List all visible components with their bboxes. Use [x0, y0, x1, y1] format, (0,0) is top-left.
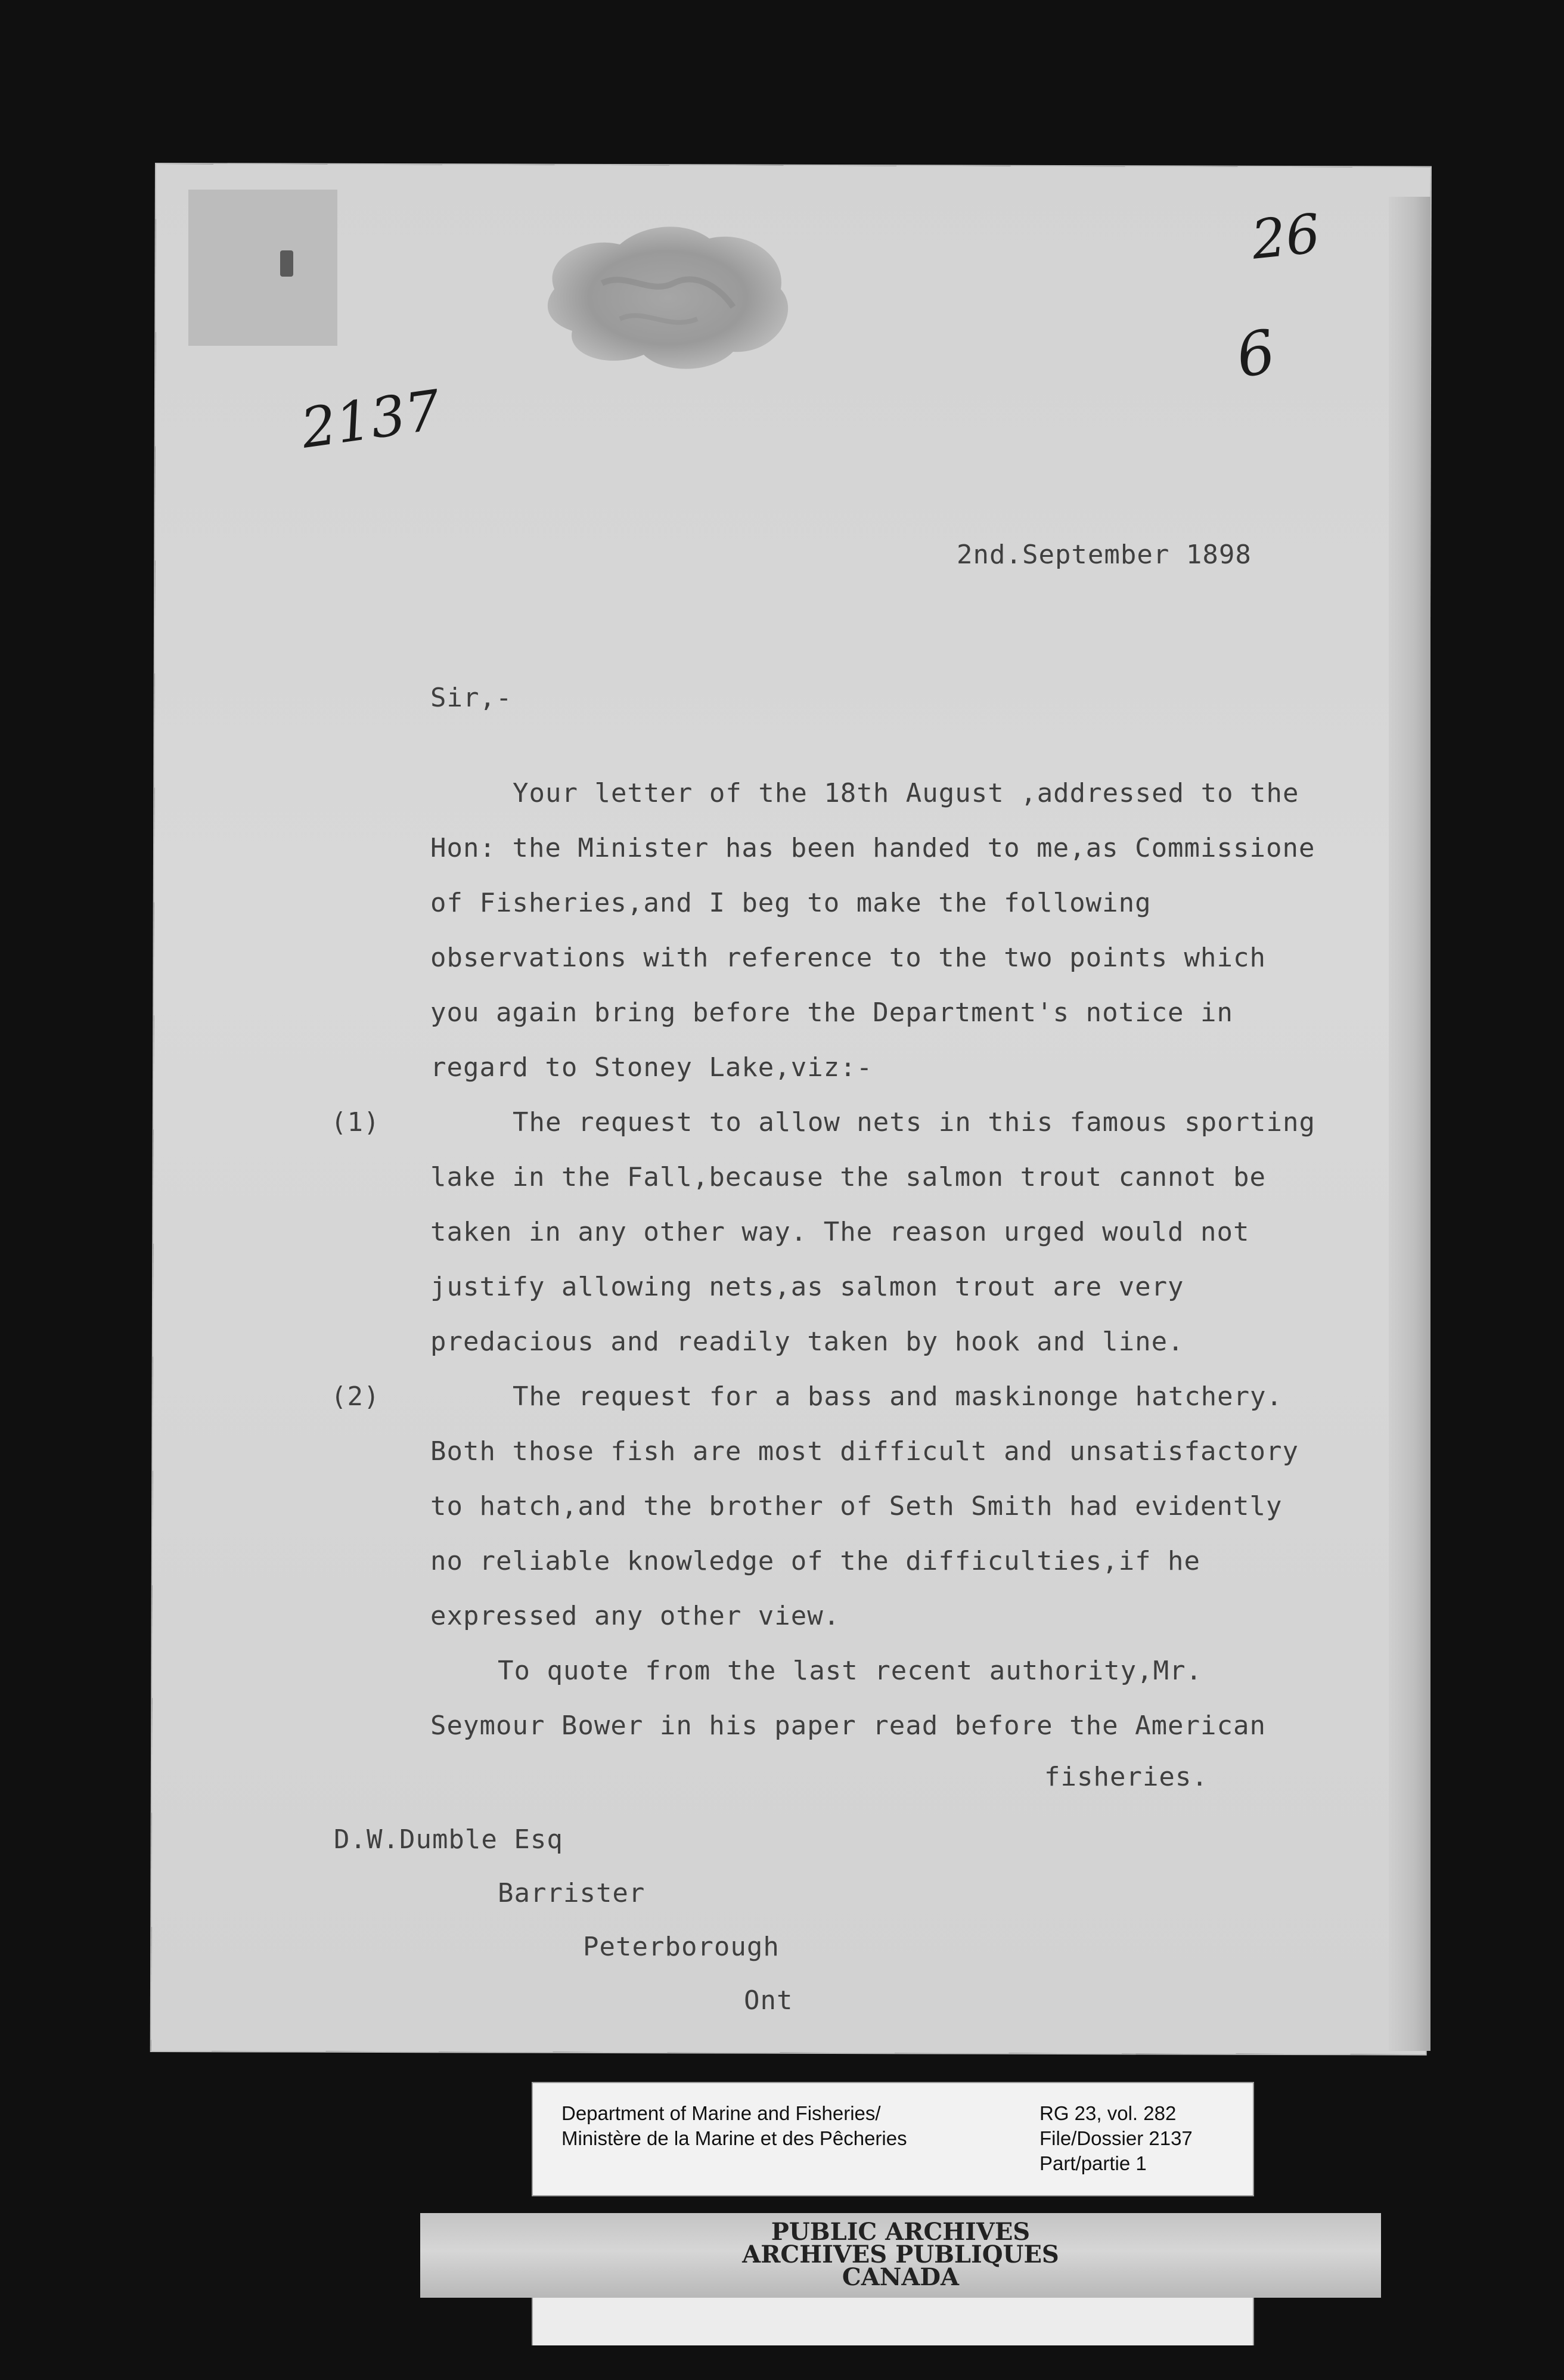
paragraph-line: expressed any other view.: [430, 1601, 840, 1631]
paragraph-line: predacious and readily taken by hook and line.: [430, 1327, 1184, 1357]
archive-label: [532, 2082, 1254, 2196]
address-line: Peterborough: [583, 1932, 780, 1962]
record-group: RG 23, vol. 282: [1039, 2102, 1177, 2124]
point-marker: (1): [331, 1107, 380, 1138]
part-reference: Part/partie 1: [1039, 2152, 1147, 2174]
archive-label-foot: [532, 2298, 1254, 2345]
handwritten-page-number: 26: [1248, 202, 1323, 272]
paragraph-line: observations with reference to the two points which: [430, 943, 1267, 973]
paragraph-line: The request to allow nets in this famous sporting: [513, 1107, 1316, 1138]
paragraph-line: The request for a bass and maskinonge hatchery.: [513, 1381, 1283, 1412]
paragraph-line: Seymour Bower in his paper read before the American: [430, 1710, 1267, 1741]
point-marker: (2): [331, 1381, 380, 1412]
address-line: D.W.Dumble Esq: [334, 1824, 563, 1855]
address-line: Ont: [744, 1985, 793, 2016]
paragraph-line: Hon: the Minister has been handed to me,as Commissione: [430, 833, 1315, 863]
corner-tab: [188, 190, 337, 346]
paragraph-line: Both those fish are most difficult and unsatisfactory: [430, 1436, 1299, 1467]
paragraph-line: you again bring before the Department's notice in: [430, 997, 1234, 1028]
department-en: Department of Marine and Fisheries/: [561, 2102, 881, 2124]
archives-line-country: CANADA: [842, 2263, 960, 2291]
archives-line-fr: ARCHIVES PUBLIQUES: [742, 2240, 1059, 2269]
paragraph-line: regard to Stoney Lake,viz:-: [430, 1052, 873, 1083]
department-fr: Ministère de la Marine et des Pêcheries: [561, 2127, 907, 2149]
archive-reference: [1039, 2101, 1193, 2176]
handwritten-file-number: 2137: [297, 378, 445, 461]
corner-tab-mark: [280, 250, 293, 277]
paragraph-line: justify allowing nets,as salmon trout are very: [430, 1272, 1184, 1302]
paragraph-line: no reliable knowledge of the difficulties,if he: [430, 1546, 1201, 1576]
page-continuation: fisheries.: [1044, 1762, 1208, 1792]
public-archives-band: [420, 2213, 1381, 2298]
paragraph-line: Your letter of the 18th August ,addressed to the: [513, 778, 1299, 808]
letter-date: 2nd.September 1898: [957, 540, 1252, 570]
file-reference: File/Dossier 2137: [1039, 2127, 1193, 2149]
sheet-edge: [1389, 197, 1430, 2051]
address-line: Barrister: [498, 1878, 646, 1908]
paragraph-line: to hatch,and the brother of Seth Smith had evidently: [430, 1491, 1283, 1521]
paragraph-line: of Fisheries,and I beg to make the following: [430, 888, 1152, 918]
paragraph-line: To quote from the last recent authority,Mr.: [498, 1656, 1203, 1686]
paragraph-line: lake in the Fall,because the salmon trout cannot be: [430, 1162, 1267, 1192]
wax-seal-icon: [530, 218, 805, 379]
handwritten-section-mark: 6: [1231, 316, 1281, 392]
archive-department: [561, 2101, 907, 2151]
paragraph-line: taken in any other way. The reason urged would not: [430, 1217, 1250, 1247]
salutation: Sir,-: [430, 683, 513, 713]
archives-line-en: PUBLIC ARCHIVES: [771, 2218, 1031, 2246]
